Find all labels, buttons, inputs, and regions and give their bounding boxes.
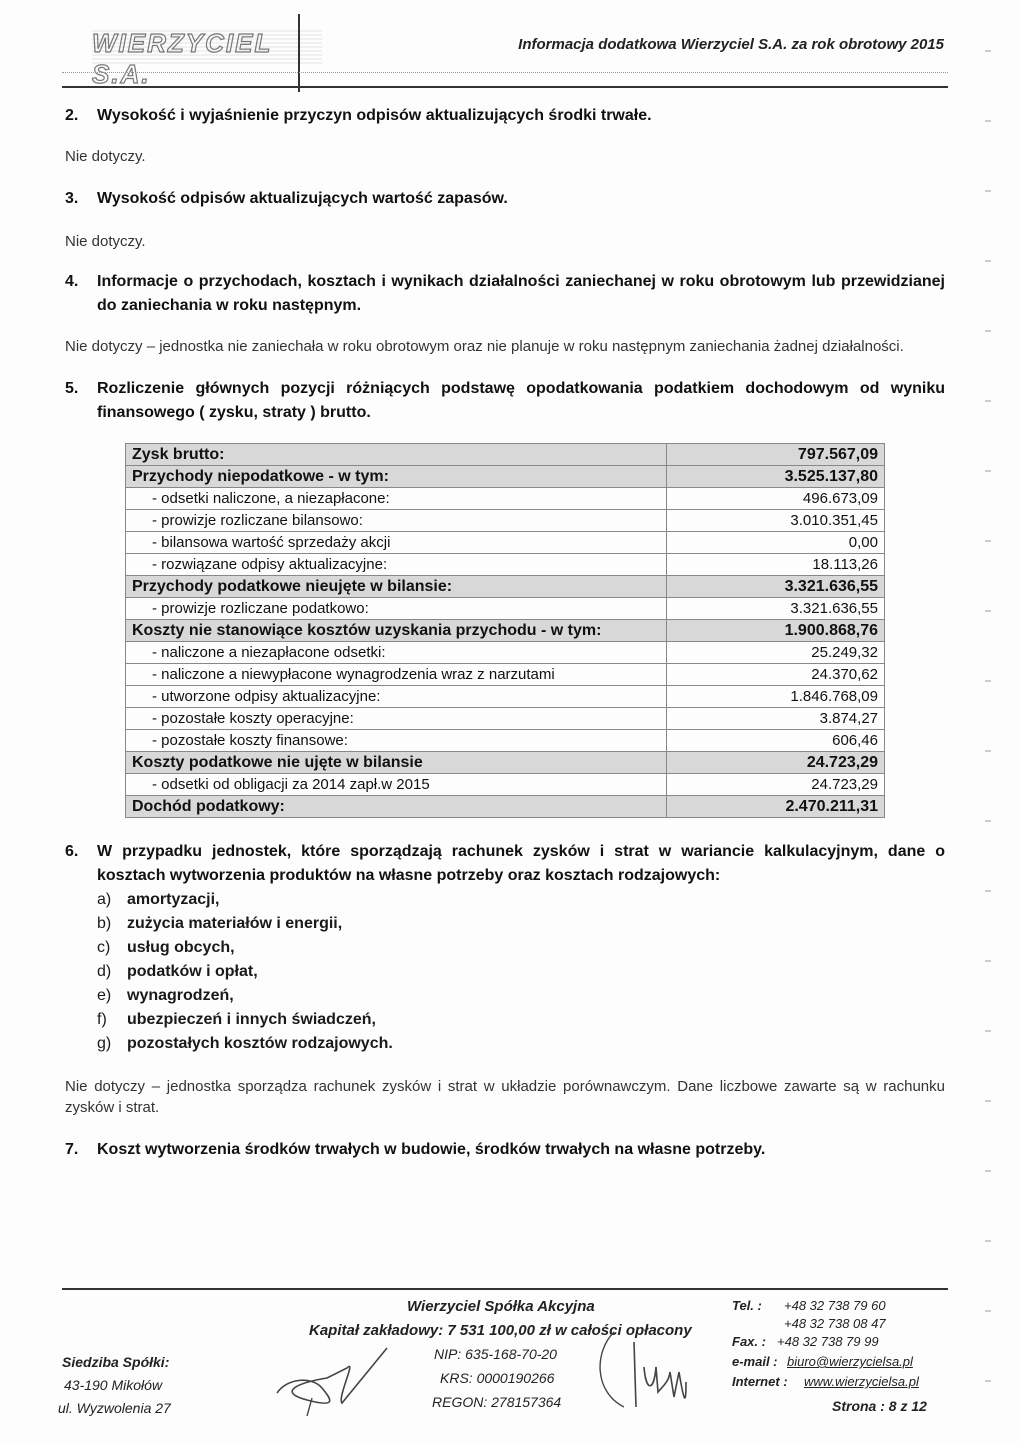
footer-capital: Kapitał zakładowy: 7 531 100,00 zł w całości opłacony [309, 1322, 692, 1339]
row-value: 25.249,32 [667, 642, 885, 664]
table-row [126, 686, 885, 708]
list-item [97, 912, 945, 936]
row-label: - odsetki od obligacji za 2014 zapł.w 2015 [126, 774, 667, 796]
signature-left [267, 1338, 397, 1418]
row-label: - prowizje rozliczane bilansowo: [126, 510, 667, 532]
footer-seat-city: 43-190 Mikołów [64, 1377, 163, 1393]
table-row [126, 620, 885, 642]
footer-fax-label: Fax. : [732, 1334, 766, 1349]
footer-tel-label: Tel. : [732, 1298, 762, 1313]
page-footer [58, 1288, 948, 1428]
section-4-heading: 4. Informacje o przychodach, kosztach i wynikach działalności zaniechanej w roku obrotowym lub przewidzianej do zaniechania w roku następnym. [65, 273, 945, 314]
row-value: 24.370,62 [667, 664, 885, 686]
row-label: Koszty podatkowe nie ujęte w bilansie [126, 752, 667, 774]
footer-fax: +48 32 738 79 99 [777, 1334, 879, 1349]
list-item [97, 1032, 945, 1056]
tax-reconciliation-table [125, 443, 885, 818]
row-value: 2.470.211,31 [667, 796, 885, 818]
row-label: - pozostałe koszty operacyjne: [126, 708, 667, 730]
row-value: 3.321.636,55 [667, 576, 885, 598]
row-value: 3.010.351,45 [667, 510, 885, 532]
header-rule [62, 86, 948, 88]
section-3-text: Nie dotyczy. [65, 233, 146, 250]
list-item [97, 1008, 945, 1032]
list-item [97, 960, 945, 984]
table-row [126, 708, 885, 730]
list-item-letter: e) [97, 987, 112, 1004]
table-row [126, 510, 885, 532]
row-value: 24.723,29 [667, 774, 885, 796]
table-row [126, 664, 885, 686]
footer-company: Wierzyciel Spółka Akcyjna [407, 1298, 595, 1315]
list-item-letter: c) [97, 939, 111, 956]
list-item-letter: b) [97, 915, 112, 932]
table-row [126, 796, 885, 818]
row-label: - naliczone a niewypłacone wynagrodzenia wraz z narzutami [126, 664, 667, 686]
list-item-text: ubezpieczeń i innych świadczeń, [127, 1011, 376, 1028]
table-row [126, 774, 885, 796]
list-item-letter: g) [97, 1035, 112, 1052]
row-value: 496.673,09 [667, 488, 885, 510]
section-6-list [97, 888, 945, 1056]
list-item [97, 888, 945, 912]
scan-edge-marks [985, 10, 991, 1430]
row-label: - prowizje rozliczane podatkowo: [126, 598, 667, 620]
row-value: 18.113,26 [667, 554, 885, 576]
row-label: - naliczone a niezapłacone odsetki: [126, 642, 667, 664]
footer-seat-street: ul. Wyzwolenia 27 [58, 1400, 171, 1416]
row-value: 3.525.137,80 [667, 466, 885, 488]
section-6-text: Nie dotyczy – jednostka sporządza rachunek zysków i strat w układzie porównawczym. Dane liczbowe zawarte są w rachunku zysków i strat. [65, 1078, 945, 1116]
row-label: Przychody podatkowe nieujęte w bilansie: [126, 576, 667, 598]
row-value: 3.874,27 [667, 708, 885, 730]
table-row [126, 466, 885, 488]
table-row [126, 532, 885, 554]
footer-internet-label: Internet : [732, 1374, 788, 1389]
header-title: Informacja dodatkowa Wierzyciel S.A. za rok obrotowy 2015 [518, 36, 944, 53]
row-label: - odsetki naliczone, a niezapłacone: [126, 488, 667, 510]
list-item-letter: d) [97, 963, 112, 980]
row-value: 24.723,29 [667, 752, 885, 774]
table-row [126, 752, 885, 774]
list-item-text: amortyzacji, [127, 891, 220, 908]
table-row [126, 554, 885, 576]
footer-rule [62, 1288, 948, 1290]
list-item-text: zużycia materiałów i energii, [127, 915, 343, 932]
list-item-letter: a) [97, 891, 112, 908]
table-row [126, 642, 885, 664]
header-dotted-rule [62, 72, 948, 73]
list-item-text: podatków i opłat, [127, 963, 258, 980]
row-label: Zysk brutto: [126, 444, 667, 466]
table-row [126, 444, 885, 466]
company-logo: WIERZYCIEL S.A. [92, 28, 322, 64]
footer-email-label: e-mail : [732, 1354, 778, 1369]
row-value: 0,00 [667, 532, 885, 554]
row-label: - bilansowa wartość sprzedaży akcji [126, 532, 667, 554]
footer-seat-label: Siedziba Spółki: [62, 1354, 170, 1370]
footer-nip: NIP: 635-168-70-20 [434, 1346, 557, 1362]
table-row [126, 488, 885, 510]
footer-internet-link[interactable]: www.wierzycielsa.pl [804, 1374, 919, 1389]
row-label: - rozwiązane odpisy aktualizacyjne: [126, 554, 667, 576]
header-separator [298, 14, 300, 92]
section-6-heading: 6. W przypadku jednostek, które sporządzają rachunek zysków i strat w wariancie kalkulacyjnym, dane o kosztach wytworzenia produktów na własne potrzeby oraz kosztach rodzajowych: [65, 843, 945, 884]
footer-email-link[interactable]: biuro@wierzycielsa.pl [787, 1354, 913, 1369]
list-item-text: usług obcych, [127, 939, 235, 956]
section-2-heading: 2. Wysokość i wyjaśnienie przyczyn odpisów aktualizujących środki trwałe. [65, 107, 652, 124]
footer-tel1: +48 32 738 79 60 [784, 1298, 886, 1313]
section-4-text: Nie dotyczy – jednostka nie zaniechała w roku obrotowym oraz nie planuje w roku następnym zaniechania żadnej działalności. [65, 338, 904, 355]
section-3-heading: 3. Wysokość odpisów aktualizujących wartość zapasów. [65, 190, 508, 207]
row-value: 1.900.868,76 [667, 620, 885, 642]
list-item [97, 936, 945, 960]
row-label: Dochód podatkowy: [126, 796, 667, 818]
section-5-heading: 5. Rozliczenie głównych pozycji różniących podstawę opodatkowania podatkiem dochodowym od wyniku finansowego ( zysku, straty ) brutto. [65, 380, 945, 421]
page-header [62, 14, 948, 90]
table-row [126, 598, 885, 620]
row-value: 1.846.768,09 [667, 686, 885, 708]
table-row [126, 730, 885, 752]
signature-right [574, 1312, 704, 1412]
row-label: - utworzone odpisy aktualizacyjne: [126, 686, 667, 708]
list-item-text: wynagrodzeń, [127, 987, 234, 1004]
main-content [65, 104, 945, 1162]
list-item [97, 984, 945, 1008]
footer-krs: KRS: 0000190266 [440, 1370, 555, 1386]
row-label: Przychody niepodatkowe - w tym: [126, 466, 667, 488]
row-value: 797.567,09 [667, 444, 885, 466]
list-item-letter: f) [97, 1011, 107, 1028]
row-value: 606,46 [667, 730, 885, 752]
list-item-text: pozostałych kosztów rodzajowych. [127, 1035, 393, 1052]
footer-tel2: +48 32 738 08 47 [784, 1316, 886, 1331]
footer-page-number: Strona : 8 z 12 [832, 1398, 927, 1414]
row-label: Koszty nie stanowiące kosztów uzyskania przychodu - w tym: [126, 620, 667, 642]
table-row [126, 576, 885, 598]
section-2-text: Nie dotyczy. [65, 148, 146, 165]
row-label: - pozostałe koszty finansowe: [126, 730, 667, 752]
section-7-heading: 7. Koszt wytworzenia środków trwałych w budowie, środków trwałych na własne potrzeby. [65, 1141, 766, 1158]
footer-regon: REGON: 278157364 [432, 1394, 562, 1410]
row-value: 3.321.636,55 [667, 598, 885, 620]
